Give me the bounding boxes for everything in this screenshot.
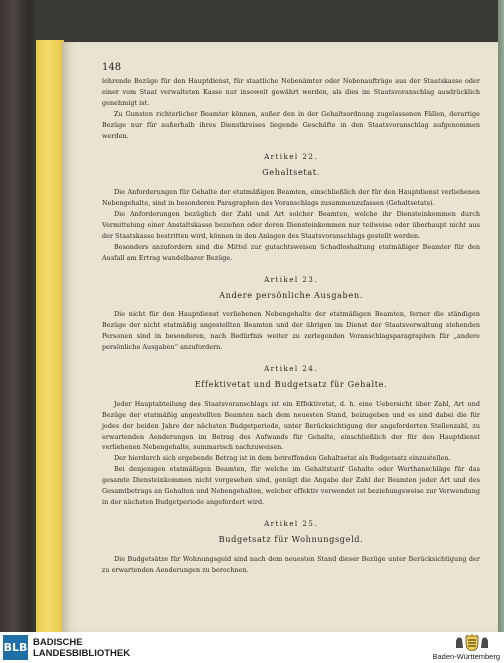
article-paragraph: Die Budgetsätze für Wohnungsgeld sind nach dem neuesten Stand dieser Bezüge unter Berücksichtigung der zu erwartenden Aenderungen zu berechnen. <box>102 554 480 574</box>
library-name[interactable] <box>33 637 130 659</box>
article-paragraph: Bei denjenigen etatmäßigen Beamten, für welche im Gehaltstarif Gehalte oder Werthanschläge für das gesamte Diensteinkommen nicht vorgesehen sind, genügt die Angabe der Zahl der Beamten jeder Art und des Gesamtbetrags an Gehalten und Nebengehalten, welcher effektiv verwendet ist beziehungsweise zur Verwendung in der nächsten Budgetperiode angefordert wird. <box>102 465 480 506</box>
article-title: Gehaltsetat. <box>262 167 320 178</box>
article-title: Effektivetat und Budgetsatz für Gehalte. <box>194 378 388 389</box>
article-paragraph: Die nicht für den Hauptdienst verliehenen Nebengehalte der etatmäßigen Beamten, ferner die ständigen Bezüge der nicht etatmäßig angestellten Beamten und der übrigen im Dienst der Staatsverwaltung stehenden Personen sind in besonderen, nach Bedürfnis weiter zu zerlegenden Voranschlagsparagraphen für „andere persönliche Ausgaben“ anzufordern. <box>102 310 480 352</box>
article-title: Andere persönliche Ausgaben. <box>219 289 363 300</box>
page-content <box>102 76 480 576</box>
article-paragraph: Die Anforderungen bezüglich der Zahl und Art solcher Beamten, welche ihr Diensteinkommen durch Vermittelung einer Anstaltskasse beziehen oder deren Diensteinkommen nur teilweise oder überhaupt nicht aus der Staatskasse bestritten wird, können in den Anlagen des Staatsvoranschlags gestellt werden. <box>102 210 480 240</box>
book-edge <box>36 40 64 632</box>
article-title: Budgetsatz für Wohnungsgeld. <box>218 533 364 544</box>
library-name-line2: LANDESBIBLIOTHEK <box>33 648 131 659</box>
region-label: Baden-Württemberg <box>432 652 500 661</box>
document-page <box>62 42 498 632</box>
article-label: Artikel 23. <box>264 274 318 284</box>
book-cover-edge <box>498 0 504 632</box>
article-label: Artikel 22. <box>264 152 318 162</box>
article-paragraph: Die Anforderungen für Gehalte der etatmäßigen Beamten, einschließlich der für den Hauptdienst verliehenen Nebengehalte, sind in besonderen Paragraphen des Voranschlags zusammenzufassen (Gehaltsetats). <box>102 188 480 208</box>
article-paragraph: Jeder Hauptabteilung des Staatsvoranschlags ist ein Effektivetat, d. h. eine Uebersicht über Zahl, Art und Bezüge der etatmäßig angestellten Beamten nach dem neuesten Stand, beizugeben und es sind dabei die für jedes der beiden Jahre der nächsten Budgetperiode, unter Berücksichtigung der angeforderten Stellenzahl, zu erwartenden Aenderungen im Betrag des Aufwands für Gehalte, einschließlich der für den Hauptdienst verliehenen Nebengehalte, summarisch nachzuweisen. <box>102 399 480 452</box>
article-label: Artikel 24. <box>264 364 318 374</box>
article-paragraph: Besonders anzufordern sind die Mittel zur gutachtsweisen Schadloshaltung etatmäßiger Beamter für den Ausfall am Ertrag wandelbarer Bezüge. <box>102 242 480 262</box>
page-number: 148 <box>102 62 122 73</box>
intro-paragraph: lehrende Bezüge für den Hauptdienst, für staatliche Nebenämter oder Nebenaufträge aus der Staatskasse oder einer vom Staat verwalteten Kasse nur insoweit gewährt werden, als dies im Staatsvoranschlag ausdrücklich genehmigt ist. <box>102 77 480 107</box>
article-label: Artikel 25. <box>264 518 318 528</box>
article-paragraph: Der hierdurch sich ergebende Betrag ist in dem betreffenden Gehaltsetat als Budgetsatz einzustellen. <box>114 454 451 463</box>
intro-paragraph: Zu Gunsten richterlicher Beamter können, außer den in der Gehaltsordnung zugelassenen Fällen, derartige Bezüge nur für außerhalb ihres Dienstkreises liegende Geschäfte in den Staatsvoranschlag aufgenommen werden. <box>102 109 480 140</box>
viewer-footer <box>0 632 504 663</box>
coat-of-arms-icon <box>452 633 492 651</box>
library-logo-icon[interactable]: BLB <box>3 635 28 660</box>
library-name-line1: BADISCHE <box>33 637 83 648</box>
